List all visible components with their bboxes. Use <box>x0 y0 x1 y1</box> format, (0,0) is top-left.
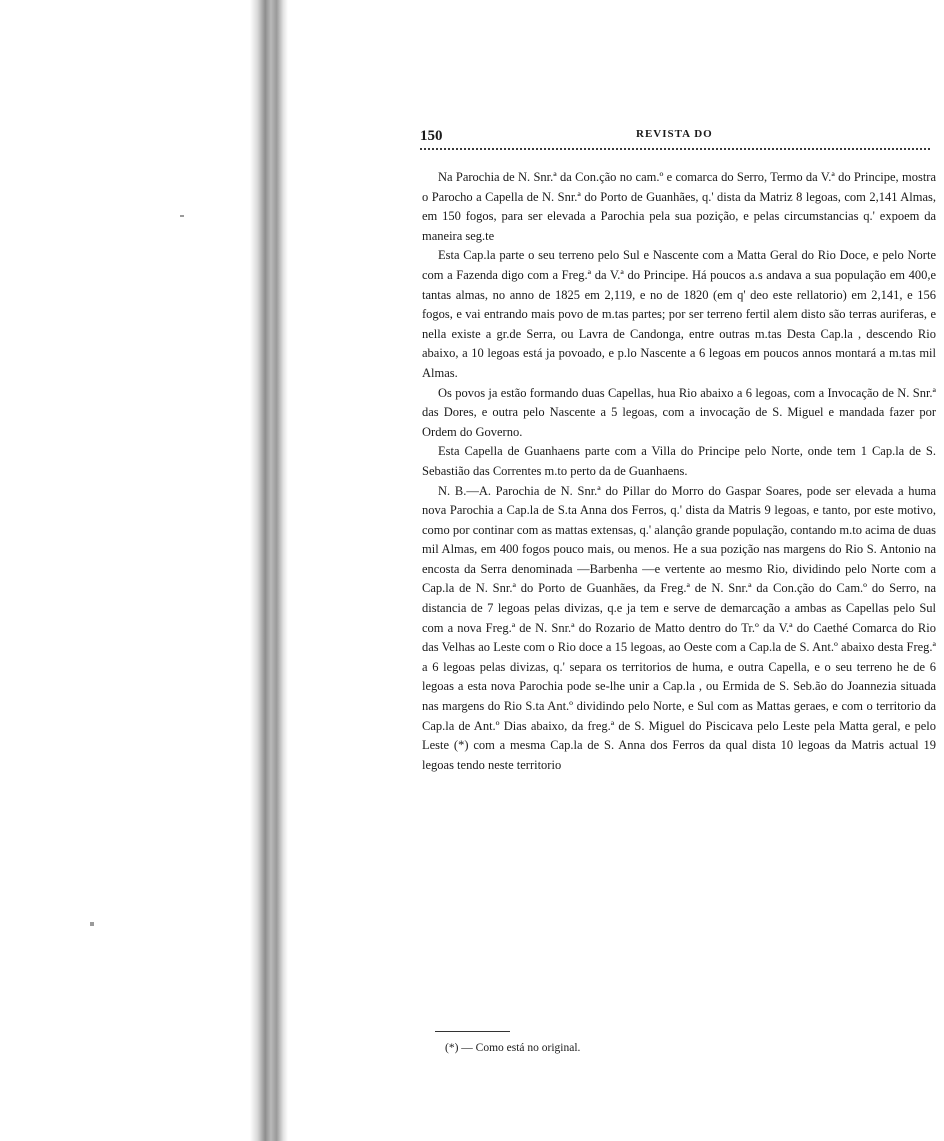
paragraph: Na Parochia de N. Snr.ª da Con.ção no cam.º e comarca do Serro, Termo da V.ª do Principe, mostra o Parocho a Capella de N. Snr.ª do Porto de Guanhães, q.' dista da Matriz 8 legoas, com 2,141 Almas, em 150 fogos, para ser elevada a Parochia pela sua pozição, e pelas circumstancias q.' expoem da maneira seg.te <box>422 170 936 243</box>
scan-speck <box>90 922 94 926</box>
paragraph: Os povos ja estão formando duas Capellas, hua Rio abaixo a 6 legoas, com a Invocação de N. Snr.ª das Dores, e outra pelo Nascente a 5 legoas, com a invocação de S. Miguel e mandada fazer por Ordem do Governo. <box>422 385 936 439</box>
body-text <box>422 168 936 775</box>
book-gutter-shadow <box>250 0 288 1141</box>
page-header <box>420 128 930 150</box>
paragraph: Esta Capella de Guanhaens parte com a Villa do Principe pelo Norte, onde tem 1 Cap.la de S. Sebastião das Correntes m.to perto da de Guanhaens. <box>422 444 936 478</box>
footnote: (*) — Como está no original. <box>445 1042 581 1054</box>
footnote-rule <box>435 1031 510 1032</box>
paragraph: N. B.—A. Parochia de N. Snr.ª do Pillar do Morro do Gaspar Soares, pode ser elevada a huma nova Parochia a Cap.la de S.ta Anna dos Ferros, q.' dista da Matris 9 legoas, e tanto, por este motivo, como por continar com as mattas extensas, q.' alançâo grande população, contando m.to acima de duas mil Almas, em 400 fogos pouco mais, ou menos. He a sua pozição nas margens do Rio S. Antonio na encosta da Serra denominada —Barbenha —e vertente ao mesmo Rio, dividindo pelo Norte com a Cap.la de N. Snr.ª do Porto de Guanhães, da Freg.ª de N. Snr.ª da Con.ção do Cam.º do Serro, na distancia de 7 legoas pelas divizas, q.e ja tem e serve de demarcação a ambas as Capellas pelo Sul com a nova Freg.ª de N. Snr.ª do Rozario de Matto dentro do Tr.º da V.ª do Caethé Comarca do Rio das Velhas ao Leste com o Rio doce a 15 legoas, ao Oeste com a Cap.la de S. Ant.º abaixo desta Freg.ª a 6 legoas pelas divizas, q.' separa os territorios de huma, e outra Capella, e o seu terreno he de 6 legoas a esta nova Parochia pode se-lhe unir a Cap.la , ou Ermida de S. Seb.ão do Joannezia situada nas margens do Rio S.ta Ant.º dividindo pelo Norte, e Sul com as Mattas geraes, e com o territorio da Cap.la de Ant.º Dias abaixo, da freg.ª de S. Miguel do Piscicava pelo Leste pela Matta geral, e pelo Leste (*) com a mesma Cap.la de S. Anna dos Ferros da qual dista 10 legoas da Matris actual 19 legoas tendo neste territorio <box>422 483 936 772</box>
page-number: 150 <box>420 128 443 144</box>
scan-speck <box>180 215 184 217</box>
running-head: REVISTA DO <box>636 128 713 140</box>
paragraph: Esta Cap.la parte o seu terreno pelo Sul e Nascente com a Matta Geral do Rio Doce, e pelo Norte com a Fazenda digo com a Freg.ª da V.ª do Principe. Há poucos a.s andava a sua população em 400,e tantas almas, no anno de 1825 em 2,119, e no de 1820 (em q' deo este rellatorio) em 2,141, e 156 fogos, e vai entrando mais povo de m.tas partes; por ser terreno fertil alem disto são terras auriferas, e nella existe a gr.de Serra, ou Lavra de Candonga, entre outras m.tas Desta Cap.la , descendo Rio abaixo, a 10 legoas está ja povoado, e p.lo Nascente a 6 legoas em poucos annos montará a m.tas mil Almas. <box>422 248 936 380</box>
header-rule <box>420 148 930 150</box>
